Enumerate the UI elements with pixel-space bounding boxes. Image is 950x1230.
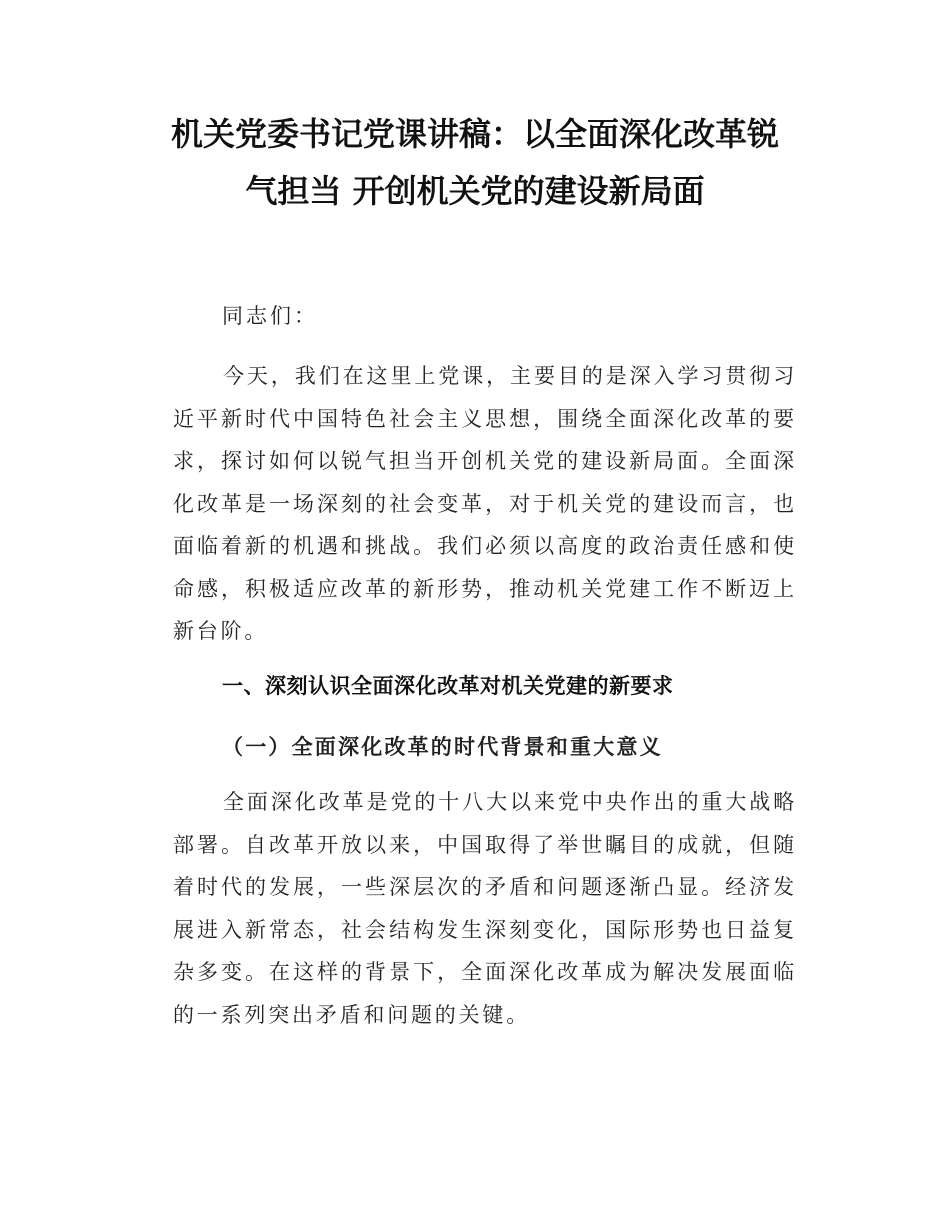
salutation: 同志们：: [222, 304, 318, 328]
document-title-line-2: 气担当 开创机关党的建设新局面: [245, 172, 705, 210]
body-paragraph: 全面深化改革是党的十八大以来党中央作出的重大战略部署。自改革开放以来，中国取得了举世瞩目的成就，但随着时代的发展，一些深层次的矛盾和问题逐渐凸显。经济发展进入新常态，社会结构发生深刻变化，国际形势也日益复杂多变。在这样的背景下，全面深化改革成为解决发展面临的一系列突出矛盾和问题的关键。: [173, 790, 797, 1027]
document-title-line-1: 机关党委书记党课讲稿：以全面深化改革锐: [170, 115, 779, 153]
intro-paragraph: 今天，我们在这里上党课，主要目的是深入学习贯彻习近平新时代中国特色社会主义思想，围绕全面深化改革的要求，探讨如何以锐气担当开创机关党的建设新局面。全面深化改革是一场深刻的社会变革，对于机关党的建设而言，也面临着新的机遇和挑战。我们必须以高度的政治责任感和使命感，积极适应改革的新形势，推动机关党建工作不断迈上新台阶。: [173, 364, 797, 643]
subsection-heading-1: （一）全面深化改革的时代背景和重大意义: [222, 734, 663, 759]
section-heading-1: 一、深刻认识全面深化改革对机关党建的新要求: [222, 674, 674, 698]
